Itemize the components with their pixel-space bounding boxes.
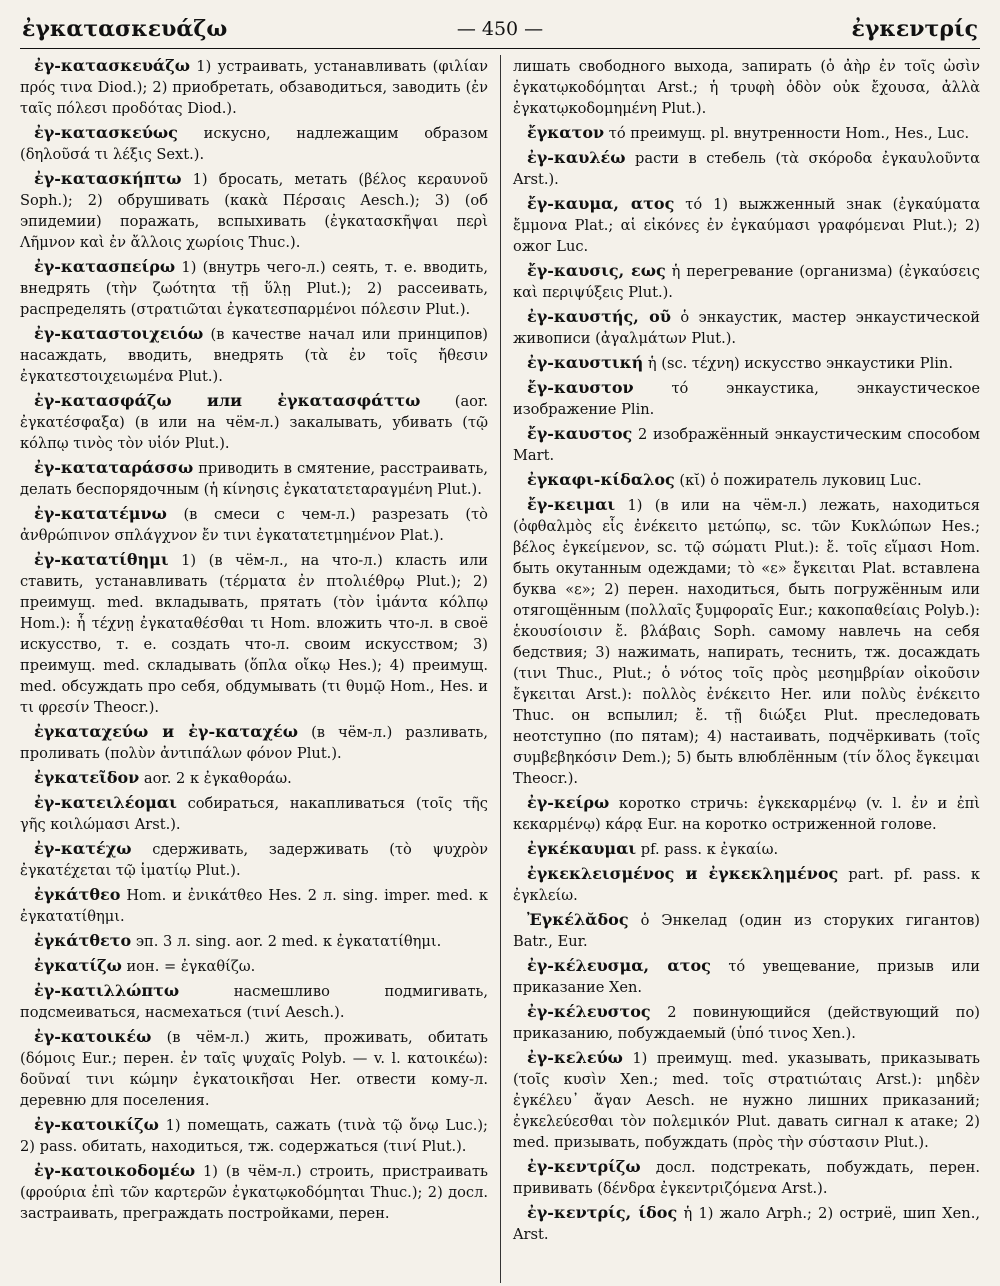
dictionary-entry [20,503,488,546]
dictionary-entry [20,838,488,881]
dictionary-entry [20,323,488,387]
entry-definition: 2 повинующийся (действующий по) приказанию, побуждаемый (ὑπό τινος Xen.). [512,1004,980,1042]
entry-definition: τό энкаустика, энкаустическое изображение Plin. [512,380,980,418]
entry-headword: ἐγκέκαυμαι [526,839,637,858]
entry-definition: (в смеси с чем-л.) разрезать (τὸ ἀνθρώπινον σπλάγχνον ἔν τινι ἐγκατατετμημένον Plat.). [20,506,488,544]
dictionary-entry [20,256,488,320]
dictionary-entry [513,863,980,906]
page-number: — 450 — [456,18,544,40]
entry-definition: сдерживать, задерживать (τὸ ψυχρὸν ἐγκατέχεται τῷ ἱματίῳ Plut.). [20,841,488,879]
entry-definition: part. pf. pass. к ἐγκλείω. [512,866,980,904]
entry-headword: ἐγ-κατατίθημι [34,550,169,569]
entry-definition: 1) бросать, метать (βέλος κεραυνοῦ Soph.); 2) обрушивать (κακὰ Πέρσαις Aesch.); 3) (об эпидемии) поражать, вспыхивать (ἐγκατασκῆψαι περὶ Λῆμνον καὶ ἐν ἄλλοις χωρίοις Thuc.). [20,171,488,251]
entry-headword: ἔγ-κειμαι [526,495,616,514]
dictionary-entry [513,838,980,860]
entry-headword: ἐγκάτθεο [34,885,121,904]
entry-headword: ἔγ-καυσις, εως [526,261,666,280]
dictionary-entry [20,767,488,789]
entry-headword: ἔγκατον [526,123,605,142]
dictionary-entry [513,122,980,144]
entry-headword: ἐγκατεῖδον [34,768,140,787]
dictionary-entry [20,955,488,977]
entry-headword: ἐγ-κατασκήπτω [34,169,182,188]
header-last-word: ἐγκεντρίς [851,16,978,42]
entry-headword: ἐγ-κατασπείρω [34,257,176,276]
entry-definition: τό преимущ. pl. внутренности Hom., Hes., Luc. [604,125,970,142]
dictionary-entry [20,55,488,119]
entry-headword: ἐγ-κέλευσμα, ατος [526,956,711,975]
dictionary-entry [513,55,980,119]
dictionary-entry [513,1156,980,1199]
dictionary-entry [513,494,980,789]
entry-definition: 1) (в или на чём-л.) лежать, находиться (ὀφθαλμὸς εἷς ἐνέκειτο μετώπῳ, sc. τῶν Κυκλώπων Hes.; βέλος ἐγκείμενον, sc. τῷ σώματι Plut.): ἔ. τοῖς εἵμασι Hom. быть окутанным одеждами; τὸ «ε» ἔγκειται Plat. вставлена буква «ε»; 2) перен. находиться, быть погружённым или отягощённым (πολλαῖς ξυμφοραῖς Eur.; κακοπαθείαις Polyb.): ἑκουσίοισιν ἔ. βλάβαις Soph. самому навлечь на себя бедствия; 3) нажимать, напирать, теснить, тж. досаждать (τινι Thuc., Plut.; ὁ νότος τοῖς πρὸς μεσημβρίαν οἰκοῦσιν ἔγκειται Arst.): πολλὸς ἐνέκειτο Her. или πολὺς ἐνέκειτο Thuc. он вспылил; ἔ. τῇ διώξει Plut. преследовать неотступно (по пятам); 4) настаивать, подчёркивать (τοῖς συμβεβηκόσιν Dem.); 5) быть влюблённым (τίν ὅλος ἔγκειμαι Theocr.). [512,497,980,787]
entry-headword: ἐγ-κείρω [526,793,610,812]
entry-headword: Ἐγκέλᾰδος [526,910,629,929]
entry-definition: (в чём-л.) жить, проживать, обитать (δόμοις Eur.; перен. ἐν ταῖς ψυχαῖς Polyb. — v. l. κατοικέω): δοῦναί τινι κώμην ἐγκατοικῆσαι Her. отвести кому-л. деревню для поселения. [20,1029,488,1109]
dictionary-entry [20,792,488,835]
entry-headword: ἐγ-κελεύω [526,1048,623,1067]
entry-definition: эп. 3 л. sing. aor. 2 med. к ἐγκατατίθημι. [131,933,442,950]
entry-definition: Hom. и ἐνικάτθεο Hes. 2 л. sing. imper. med. к ἐγκατατίθημι. [20,887,488,925]
entry-headword: ἐγ-κατασφάζω или ἐγκατασφάττω [34,391,421,410]
entry-headword: ἔγ-καυμα, ατος [526,194,675,213]
entry-definition: (в качестве начал или принципов) насаждать, вводить, внедрять (τὰ ἐν τοῖς ἤθεσιν ἐγκατεστοιχειωμένα Plut.). [20,326,488,385]
dictionary-entry [20,549,488,718]
entry-definition: pf. pass. к ἐγκαίω. [636,841,779,858]
entry-definition: насмешливо подмигивать, подсмеиваться, насмехаться (τινί Aesch.). [20,983,488,1021]
entry-definition: лишать свободного выхода, запирать (ὁ ἀὴρ ἐν τοῖς ὠσὶν ἐγκατῳκοδόμηται Arst.; ἡ τρυφὴ ὁδὸν οὐκ ἔχουσα, ἀλλὰ ἐγκατῳκοδομημένη Plut.). [512,58,980,117]
entry-headword: ἐγκαφι-κίδαλος [526,470,675,489]
entry-definition: aor. 2 к ἐγκαθοράω. [139,770,292,787]
entry-headword: ἐγ-κατασκευάζω [34,56,190,75]
dictionary-entry [513,909,980,952]
dictionary-entry [20,980,488,1023]
header-first-word: ἐγκατασκευάζω [22,16,228,42]
dictionary-entry [20,1114,488,1157]
entry-headword: ἔγ-καυστος [526,424,633,443]
entry-definition: ἡ (sc. τέχνη) искусство энкаустики Plin. [643,355,953,372]
entry-definition: ὁ энкаустик, мастер энкаустической живописи (ἀγαλμάτων Plut.). [512,309,980,347]
entry-headword: ἐγ-καταταράσσω [34,458,194,477]
entry-definition: 1) помещать, сажать (τινὰ τῷ ὄνῳ Luc.); 2) pass. обитать, находиться, тж. содержаться (τινί Plut.). [20,1117,488,1155]
entry-definition: ἡ 1) жало Arph.; 2) остриё, шип Xen., Arst. [512,1205,980,1243]
dictionary-entry [20,168,488,253]
entry-headword: ἐγ-κατατέμνω [34,504,167,523]
entry-definition: 1) устраивать, устанавливать (φιλίαν πρός τινα Diod.); 2) приобретать, обзаводиться, заводить (ἐν ταῖς πόλεσι προδότας Diod.). [20,58,488,117]
dictionary-entry [513,306,980,349]
dictionary-entry [513,792,980,835]
entry-definition: 1) (внутрь чего-л.) сеять, т. е. вводить, внедрять (τὴν ζωότητα τῇ ὕλῃ Plut.); 2) рассеивать, распределять (στρατιῶται ἐγκατεσπαρμένοι πόλεσιν Plut.). [20,259,488,318]
entry-definition: 1) преимущ. med. указывать, приказывать (τοῖς κυσὶν Xen.; med. τοῖς στρατιώταις Arst.): μηδὲν ἐγκέλευ᾽ ἄγαν Aesch. не нужно лишних приказаний; ἐγκελεύεσθαι τὸν πολεμικόν Plut. давать сигнал к атаке; 2) med. призывать, побуждать (πρὸς τὴν σύστασιν Plut.). [512,1050,980,1151]
dictionary-entry [513,147,980,190]
dictionary-entry [20,390,488,454]
entry-headword: ἐγ-κατειλέομαι [34,793,177,812]
dictionary-entry [20,122,488,165]
entry-headword: ἐγ-κατοικίζω [34,1115,159,1134]
entry-definition: τό увещевание, призыв или приказание Xen. [512,958,980,996]
entry-headword: ἐγκεκλεισμένος и ἐγκεκλημένος [526,864,839,883]
entry-definition: ион. = ἐγκαθίζω. [121,958,256,975]
dictionary-entry [513,377,980,420]
entry-headword: ἐγ-καυλέω [526,148,626,167]
entry-headword: ἐγ-κατοικέω [34,1027,152,1046]
entry-definition: искусно, надлежащим образом (δηλοῦσά τι λέξις Sext.). [20,125,488,163]
entry-definition: коротко стричь: ἐγκεκαρμένῳ (v. l. ἐν и ἐπὶ κεκαρμένῳ) κάρᾳ Eur. на коротко остриженной голове. [512,795,980,833]
entry-headword: ἐγ-κατοικοδομέω [34,1161,196,1180]
entry-definition: τό 1) выжженный знак (ἐγκαύματα ἔμμονα Plat.; αἱ εἰκόνες ἐν ἐγκαύμασι γραφόμεναι Plut.); 2) ожог Luc. [512,196,980,255]
dictionary-entry [20,1160,488,1224]
dictionary-entry [513,260,980,303]
dictionary-entry [513,423,980,466]
dictionary-entry [513,1202,980,1245]
dictionary-entry [20,930,488,952]
columns [20,55,980,1283]
dictionary-entry [513,469,980,491]
entry-definition: (в чём-л.) разливать, проливать (πολὺν ἀντιπάλων φόνον Plut.). [20,724,488,762]
entry-headword: ἐγ-κεντρίζω [526,1157,641,1176]
entry-headword: ἔγ-καυστον [526,378,634,397]
entry-headword: ἐγ-κατιλλώπτω [34,981,180,1000]
entry-definition: ἡ перегревание (организма) (ἐγκαύσεις καὶ περιψύξεις Plut.). [512,263,980,301]
entry-headword: ἐγ-κέλευστος [526,1002,651,1021]
dictionary-entry [513,955,980,998]
dictionary-entry [513,1047,980,1153]
entry-headword: ἐγ-κατασκεύως [34,123,178,142]
dictionary-entry [20,721,488,764]
dictionary-entry [20,457,488,500]
entry-definition: 1) (в чём-л., на что-л.) класть или ставить, устанавливать (τέρματα ἐν πτολιέθρῳ Plut.); 2) преимущ. med. вкладывать, прятать (τὸν ἱμάντα κόλπῳ Hom.): ἧ τέχνῃ ἐγκαταθέσθαι τι Hom. вложить что-л. в своё искусство, т. е. создать что-л. своим искусством; 3) преимущ. med. складывать (ὅπλα οἴκῳ Hes.); 4) преимущ. med. обсуждать про себя, обдумывать (τι θυμῷ Hom., Hes. и τι φρεσίν Theocr.). [20,552,488,716]
dictionary-entry [513,352,980,374]
right-column [500,55,980,1283]
entry-definition: 1) (в чём-л.) строить, пристраивать (φρούρια ἐπὶ τῶν καρτερῶν ἐγκατῳκοδόμηται Thuc.); 2) досл. застраивать, преграждать постройками, перен. [20,1163,488,1222]
entry-headword: ἐγκαταχεύω и ἐγ-καταχέω [34,722,298,741]
entry-headword: ἐγ-καυστής, οῦ [526,307,671,326]
left-column [20,55,500,1283]
entry-definition: ὁ Энкелад (один из сторуких гигантов) Batr., Eur. [512,912,980,950]
entry-headword: ἐγ-κεντρίς, ίδος [526,1203,678,1222]
entry-headword: ἐγ-καταστοιχειόω [34,324,204,343]
entry-definition: (aor. ἐγκατέσφαξα) (в или на чём-л.) закалывать, убивать (τῷ κόλπῳ τινὸς τὸν υἱόν Plut.). [20,393,488,452]
entry-headword: ἐγκάτθετο [34,931,132,950]
dictionary-entry [513,193,980,257]
entry-headword: ἐγ-κατέχω [34,839,132,858]
entry-definition: приводить в смятение, расстраивать, делать беспорядочным (ἡ κίνησις ἐγκατατεταραγμένη Plut.). [20,460,488,498]
entry-definition: собираться, накапливаться (τοῖς τῆς γῆς κοιλώμασι Arst.). [20,795,488,833]
dictionary-entry [513,1001,980,1044]
entry-definition: расти в стебель (τὰ σκόροδα ἐγκαυλοῦντα Arst.). [512,150,980,188]
entry-definition: (κῐ) ὁ пожиратель луковиц Luc. [674,472,922,489]
dictionary-entry [20,884,488,927]
entry-definition: 2 изображённый энкаустическим способом Mart. [512,426,980,464]
page-header [20,10,980,49]
entry-definition: досл. подстрекать, побуждать, перен. прививать (δένδρα ἐγκεντριζόμενα Arst.). [512,1159,980,1197]
entry-headword: ἐγκατίζω [34,956,122,975]
dictionary-entry [20,1026,488,1111]
entry-headword: ἐγ-καυστική [526,353,644,372]
